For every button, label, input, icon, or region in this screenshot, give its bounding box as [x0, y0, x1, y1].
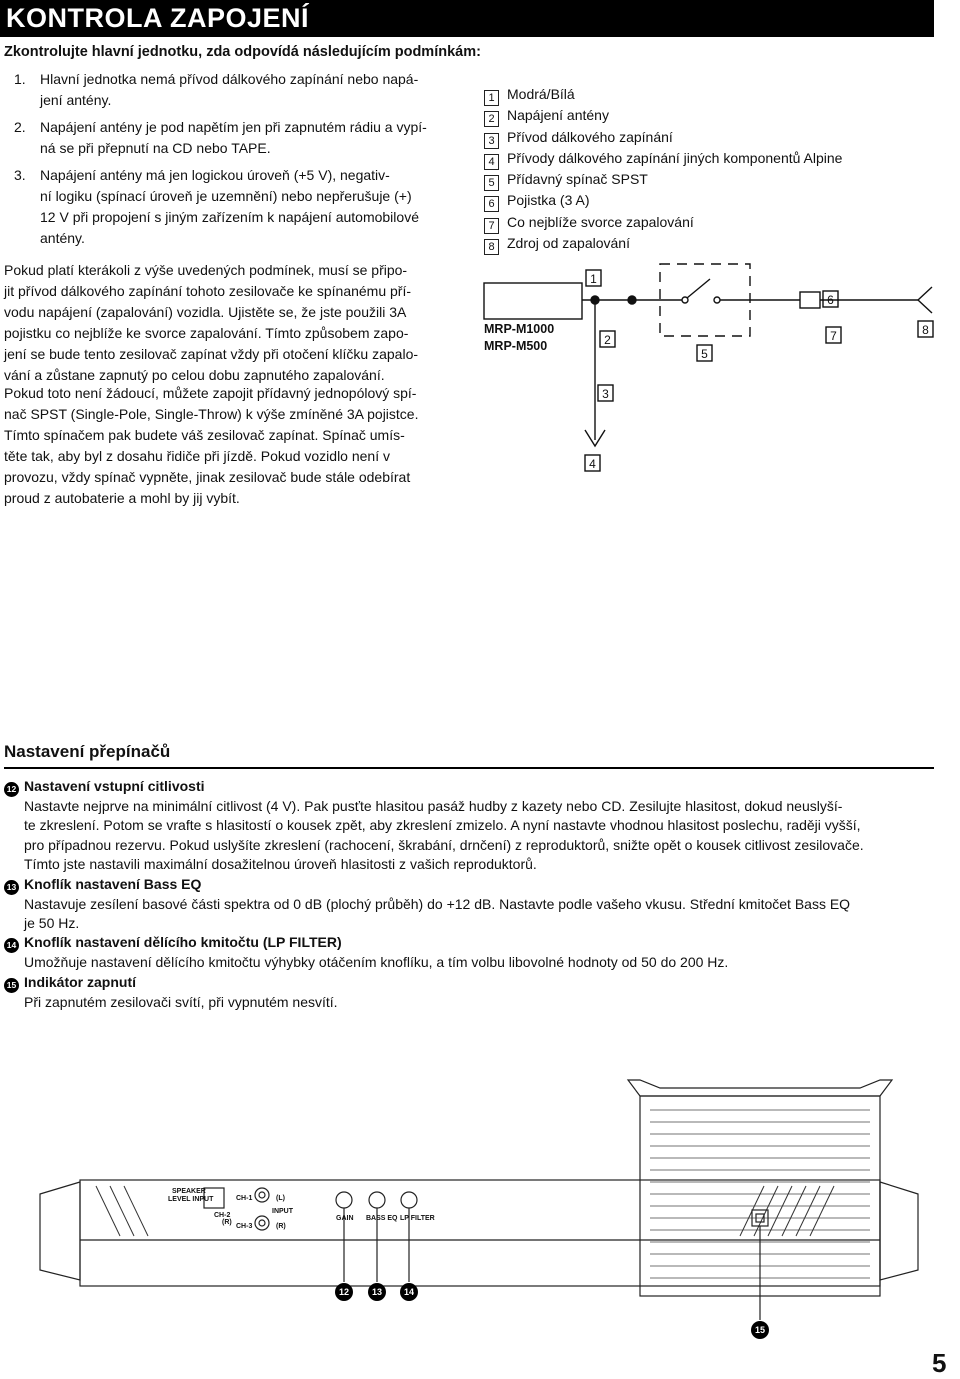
lp-filter-knob[interactable] — [401, 1192, 417, 1208]
svg-text:13: 13 — [371, 1287, 383, 1297]
knob-label: LP FILTER — [400, 1215, 435, 1222]
page-title: KONTROLA ZAPOJENÍ — [6, 3, 310, 33]
callout-number: 5 — [701, 347, 708, 361]
ch-label: CH-2 — [214, 1212, 231, 1219]
bass-eq-knob[interactable] — [369, 1192, 385, 1208]
setting-item: 15 Indikátor zapnutí Při zapnutém zesilovači svítí, při vypnutém nesvítí. — [4, 973, 934, 1012]
lr-label: (L) — [276, 1195, 285, 1202]
amplifier-illustration — [0, 1060, 960, 1376]
gain-knob[interactable] — [336, 1192, 352, 1208]
intro-heading: Zkontrolujte hlavní jednotku, zda odpovídá následujícím podmínkám: — [4, 44, 481, 60]
badge-13: 13 — [4, 880, 19, 895]
fuse-icon — [800, 292, 820, 308]
amp-end-cap-right — [880, 1182, 918, 1280]
speaker-input-label: SPEAKER — [172, 1188, 206, 1195]
rca-jack-ch1 — [255, 1188, 269, 1202]
badge-15: 15 — [4, 978, 19, 993]
legend-item: 7 Co nejblíže svorce zapalování — [484, 212, 842, 233]
ignition-source-icon — [918, 287, 932, 313]
callout-number: 3 — [602, 387, 609, 401]
setting-item: 12 Nastavení vstupní citlivosti Nastavte nejprve na minimální citlivost (4 V). Pak pusťte hlasitou pasáž hudby z kazety nebo CD. Zesilujte hlasitost, dokud neuslyší- te zkreslení. Potom se vrafte s hlasitostí o kousek zpět, aby zkreslení zmizelo. A nyní nastavte vhodnou hlasitost poslechu, raději vyšší, pro případnou rezervu. Pokud uslyšíte zkreslení (rachocení, škrabání, drnčení) z reproduktorů, snižte opět o kousek citlivost zesilovače. Tímto jste nastavili maximální dosažitelnou úroveň hlasitosti z vašich reproduktorů. — [4, 777, 934, 875]
legend-item: 6 Pojistka (3 A) — [484, 190, 842, 211]
callout-number: 1 — [590, 272, 597, 286]
unit-model-label: MRP-M1000 — [484, 322, 555, 336]
input-label: INPUT — [272, 1208, 293, 1215]
amplifier-unit-box — [484, 283, 582, 319]
legend-item: 2 Napájení antény — [484, 105, 842, 126]
legend-item: 8 Zdroj od zapalování — [484, 233, 842, 254]
svg-text:12: 12 — [338, 1287, 350, 1297]
ch-label: CH-1 — [236, 1195, 253, 1202]
svg-text:15: 15 — [754, 1325, 766, 1335]
rca-jack-ch1-center — [259, 1192, 265, 1198]
paragraph-spst: Pokud toto není žádoucí, můžete zapojit přídavný jednopólový spí- nač SPST (Single-Pole, Single-Throw) k výše zmíněné 3A pojistce. Tímto spínačem pak budete váš zesilovač zapínat. Spínač umís- těte tak, aby byl z dosahu řidiče při jízdě. Pokud vozidlo není v provozu, vždy spínač vypněte, jinak zesilovač bude stále odebírat proud z autobaterie a mohl by jij vybít. — [4, 385, 419, 506]
setting-item: 13 Knoflík nastavení Bass EQ Nastavuje zesílení basové části spektra od 0 dB (plochý průběh) do +12 dB. Nastavte podle vašeho vkusu. Střední kmitočet Bass EQ je 50 Hz. — [4, 875, 934, 934]
condition-item: 3. Napájení antény má jen logickou úroveň (+5 V), negativ- ní logiku (spínací úroveň je uzemnění) nebo nepřerušuje (+) 12 V při propojení s jiným zařízením k napájení automobilové antény. — [14, 167, 419, 246]
switch-contact — [714, 297, 720, 303]
lr-label: (R) — [222, 1219, 232, 1226]
ch-label: CH-3 — [236, 1223, 253, 1230]
callout-number: 8 — [922, 323, 929, 337]
lr-label: (R) — [276, 1223, 286, 1230]
spst-switch-lever-icon — [687, 279, 710, 298]
switch-settings-list — [4, 777, 934, 1012]
badge-12: 12 — [4, 782, 19, 797]
amp-callouts — [335, 1283, 769, 1339]
svg-text:14: 14 — [403, 1287, 415, 1297]
legend-item: 4 Přívody dálkového zapínání jiných komponentů Alpine — [484, 148, 842, 169]
callout-number: 7 — [830, 329, 837, 343]
setting-item: 14 Knoflík nastavení dělícího kmitočtu (LP FILTER) Umožňuje nastavení dělícího kmitočtu výhybky otáčením knoflíku, a tím volbu libovolné hodnoty od 50 do 200 Hz. — [4, 933, 934, 972]
condition-item: 1. Hlavní jednotka nemá přívod dálkového zapínání nebo napá- jení antény. — [14, 71, 419, 108]
amp-end-cap-left — [40, 1182, 80, 1280]
amp-top-edge — [628, 1080, 892, 1096]
section-divider — [4, 767, 934, 769]
badge-14: 14 — [4, 938, 19, 953]
paragraph-ignition: Pokud platí kterákoli z výše uvedených podmínek, musí se připo- jit přívod dálkového zapínání tohoto zesilovače ke spínanému pří- vodu napájení (zapalování) vozidla. Ujistěte se, že jste použili 3A pojistku co nejblíže ke svorce zapalování. Tímto způsobem zapo- jení se bude tento zesilovač zapínat vždy při otočení klíčku zapalo- vání a zůstane zapnutý po celou dobu zapnutého zapalování. — [4, 262, 419, 383]
knob-label: BASS EQ — [366, 1215, 398, 1222]
speaker-input-label: LEVEL INPUT — [168, 1196, 214, 1203]
unit-model-label: MRP-M500 — [484, 339, 548, 353]
callout-number: 4 — [589, 457, 596, 471]
legend-item: 3 Přívod dálkového zapínání — [484, 127, 842, 148]
rca-jack-ch3 — [255, 1216, 269, 1230]
callout-number: 6 — [827, 293, 834, 307]
knob-label: GAIN — [336, 1215, 354, 1222]
legend-item: 5 Přídavný spínač SPST — [484, 169, 842, 190]
junction-dot — [628, 296, 636, 304]
legend-item: 1 Modrá/Bílá — [484, 84, 842, 105]
wiring-diagram — [0, 0, 960, 500]
callout-number: 2 — [604, 333, 611, 347]
page-number: 5 — [932, 1348, 947, 1378]
condition-item: 2. Napájení antény je pod napětím jen při zapnutém rádiu a vypí- ná se při přepnutí na CD nebo TAPE. — [14, 119, 427, 156]
front-grille — [96, 1186, 834, 1236]
rca-jack-ch3-center — [259, 1220, 265, 1226]
section-title-switch-settings: Nastavení přepínačů — [4, 742, 171, 761]
